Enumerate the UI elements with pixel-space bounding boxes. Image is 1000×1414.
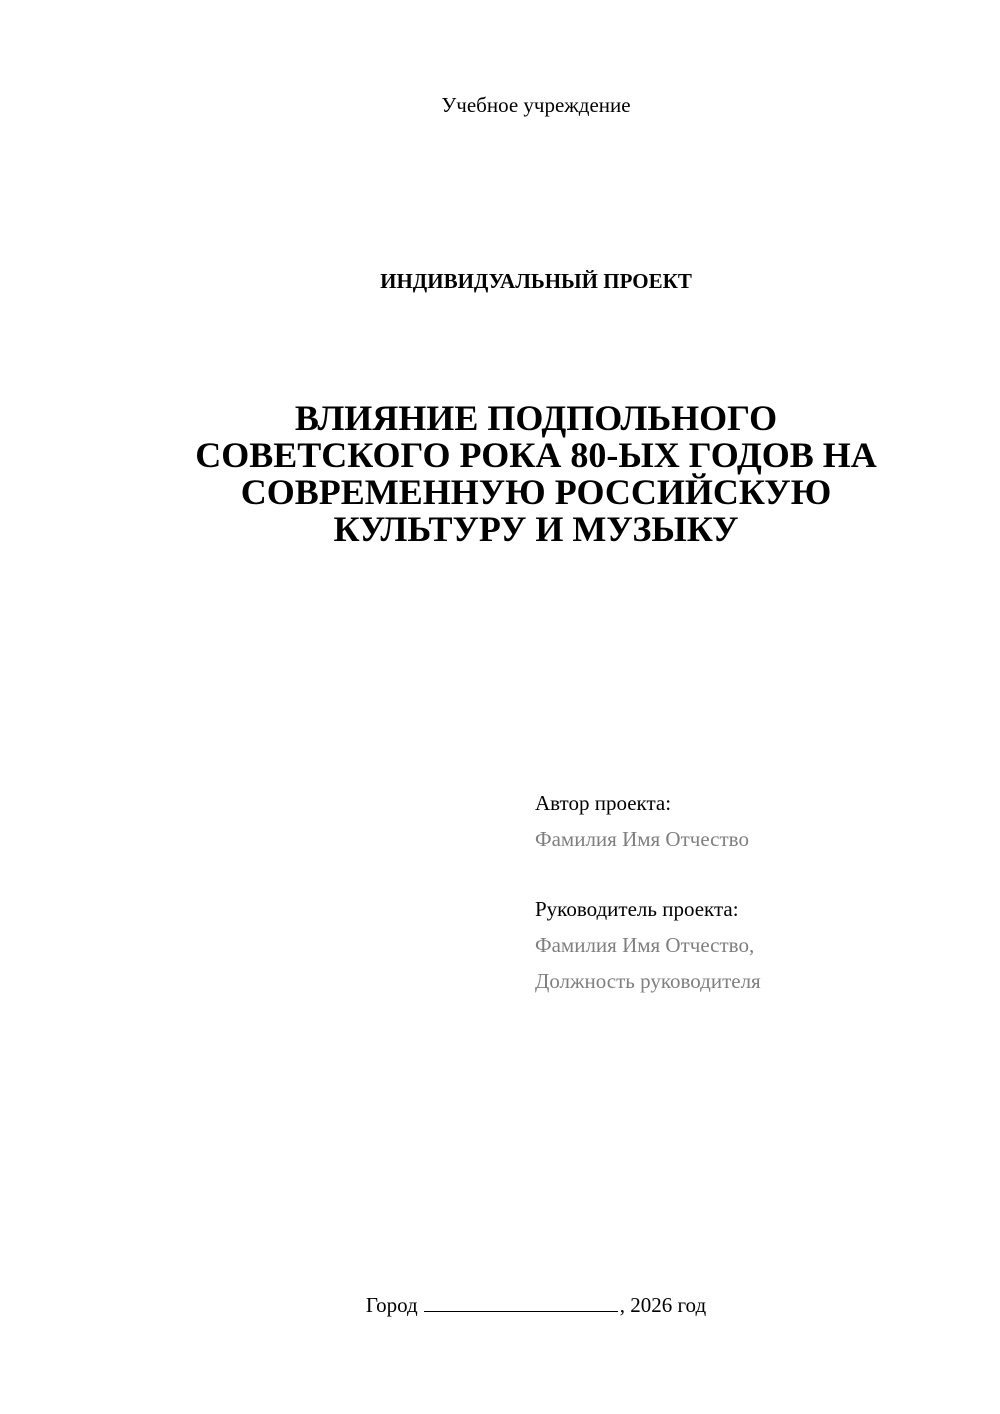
title-line-3: СОВРЕМЕННУЮ РОССИЙСКУЮ bbox=[240, 472, 832, 512]
supervisor-position: Должность руководителя bbox=[535, 969, 761, 993]
author-label: Автор проекта: bbox=[535, 791, 672, 815]
city-label: Город bbox=[365, 1293, 418, 1317]
author-block bbox=[535, 785, 975, 857]
title-line-1: ВЛИЯНИЕ ПОДПОЛЬНОГО bbox=[294, 398, 778, 438]
year-text: , 2026 год bbox=[619, 1293, 707, 1317]
supervisor-block bbox=[535, 891, 975, 999]
title-line-4: КУЛЬТУРУ И МУЗЫКУ bbox=[333, 509, 739, 549]
title-line-2: СОВЕТСКОГО РОКА 80-ЫХ ГОДОВ НА bbox=[195, 435, 877, 475]
project-title bbox=[150, 400, 922, 548]
author-name: Фамилия Имя Отчество bbox=[535, 827, 749, 851]
project-type-heading: ИНДИВИДУАЛЬНЫЙ ПРОЕКТ bbox=[380, 269, 692, 293]
institution-name: Учебное учреждение bbox=[441, 93, 631, 117]
supervisor-name: Фамилия Имя Отчество, bbox=[535, 933, 755, 957]
city-year-line bbox=[180, 1290, 892, 1320]
city-blank-line bbox=[424, 1291, 618, 1312]
supervisor-label: Руководитель проекта: bbox=[535, 897, 739, 921]
